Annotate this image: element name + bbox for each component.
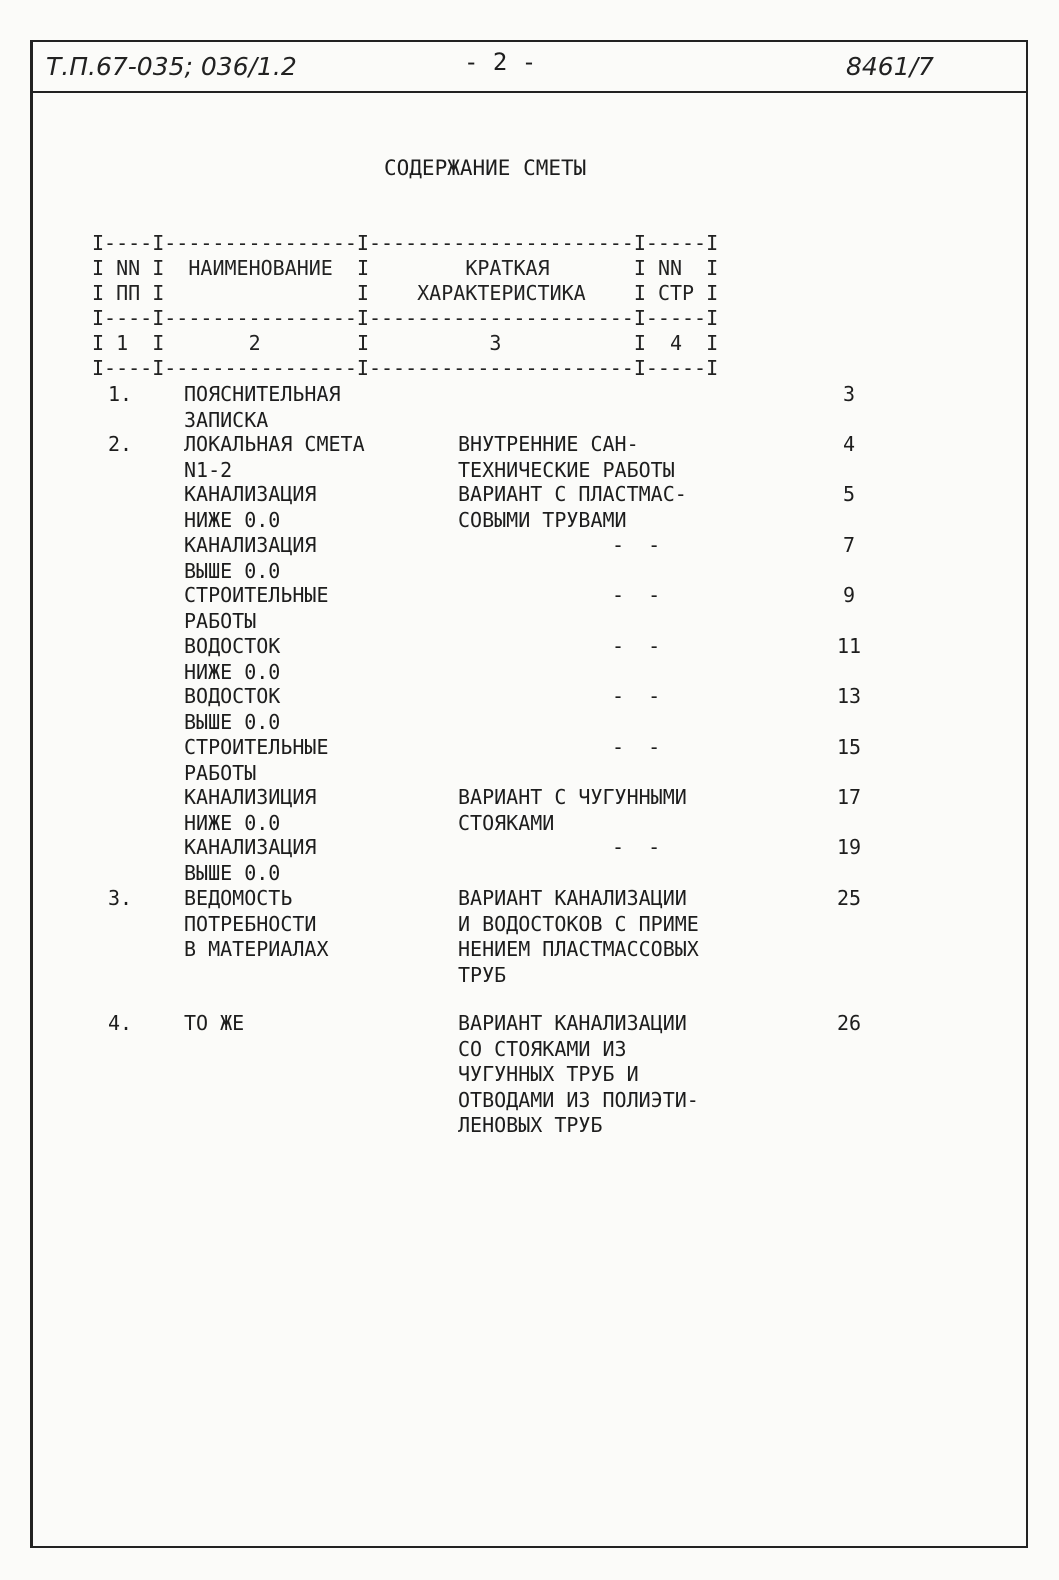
table-header: I----I----------------I----------------------I-----I I NN I НАИМЕНОВАНИЕ I КРАТКАЯ I NN I I ПП I I ХАРАКТЕРИСТИКА I СТР I I----I----------------I----------------------I-----I I 1 I 2 I 3 I 4 I I----I----------------I----------------------I-----I (92, 231, 719, 380)
row-name-line: ВОДОСТОК (184, 634, 281, 658)
row-number: 2. (108, 432, 133, 456)
row-desc-line: ВАРИАНТ С ПЛАСТМАС- (458, 482, 687, 506)
col4-header-line1: NN (657, 256, 683, 280)
row-desc-line: ЛЕНОВЫХ ТРУБ (458, 1113, 603, 1138)
header-divider (30, 91, 1028, 93)
row-number: 1. (108, 382, 133, 406)
row-desc-ditto: - - (612, 583, 661, 607)
col2-number: 2 (248, 331, 261, 355)
row-page-number: 19 (836, 835, 862, 859)
row-name-line: СТРОИТЕЛЬНЫЕ (184, 583, 329, 607)
col3-number: 3 (489, 331, 502, 355)
row-desc-line: И ВОДОСТОКОВ С ПРИМЕ (458, 911, 699, 936)
row-name-line: КАНАЛИЗАЦИЯ (184, 533, 317, 557)
row-name-line: НИЖЕ 0.0 (184, 507, 281, 532)
row-name-line: ВОДОСТОК (184, 684, 281, 708)
row-page-number: 4 (842, 432, 856, 456)
row-page-number: 11 (836, 634, 862, 658)
col3-header-line1: КРАТКАЯ (465, 256, 550, 280)
col1-header-line1: NN (116, 256, 141, 280)
col3-header-line2: ХАРАКТЕРИСТИКА (417, 281, 586, 305)
row-name-line: РАБОТЫ (184, 760, 257, 785)
row-name-line: ВЫШЕ 0.0 (184, 860, 281, 885)
row-name-line: ТО ЖЕ (184, 1011, 245, 1035)
row-name-line: ЛОКАЛЬНАЯ СМЕТА (184, 432, 365, 456)
row-page-number: 5 (842, 482, 856, 506)
row-desc-line: ЧУГУННЫХ ТРУБ И (458, 1062, 639, 1087)
row-page-number: 25 (836, 886, 862, 910)
row-name-line: ВЕДОМОСТЬ (184, 886, 293, 910)
row-name-line: НИЖЕ 0.0 (184, 810, 281, 835)
row-desc-ditto: - - (612, 684, 661, 708)
row-name-line: СТРОИТЕЛЬНЫЕ (184, 735, 329, 759)
row-desc-line: ТЕХНИЧЕСКИЕ РАБОТЫ (458, 457, 675, 482)
row-desc-ditto: - - (612, 634, 661, 658)
row-desc-ditto: - - (612, 835, 661, 859)
row-page-number: 3 (842, 382, 856, 406)
row-page-number: 17 (836, 785, 862, 809)
row-desc-line: СТОЯКАМИ (458, 810, 555, 835)
col1-header-line2: ПП (116, 281, 141, 305)
row-number: 3. (108, 886, 133, 910)
archive-number: 8461/7 (846, 52, 934, 81)
row-desc-ditto: - - (612, 735, 661, 759)
row-page-number: 13 (836, 684, 862, 708)
col4-header-line2: СТР (657, 281, 695, 305)
row-name-line: ПОТРЕБНОСТИ (184, 911, 317, 936)
row-name-line: ЗАПИСКА (184, 407, 269, 432)
row-desc-line: ТРУБ (458, 962, 507, 987)
row-desc-line: ОТВОДАМИ ИЗ ПОЛИЭТИ- (458, 1087, 699, 1112)
row-desc-ditto: - - (612, 533, 661, 557)
row-page-number: 7 (842, 533, 856, 557)
row-page-number: 26 (836, 1011, 862, 1035)
row-page-number: 9 (842, 583, 856, 607)
row-desc-line: СО СТОЯКАМИ ИЗ (458, 1036, 627, 1061)
col1-number: 1 (116, 331, 129, 355)
row-name-line: КАНАЛИЗАЦИЯ (184, 835, 317, 859)
row-page-number: 15 (836, 735, 862, 759)
col2-header: НАИМЕНОВАНИЕ (188, 256, 333, 280)
row-desc-line: НЕНИЕМ ПЛАСТМАССОВЫХ (458, 937, 699, 962)
row-name-line: НИЖЕ 0.0 (184, 659, 281, 684)
row-name-line: КАНАЛИЗИЦИЯ (184, 785, 317, 809)
row-desc-line: СОВЫМИ ТРУВАМИ (458, 507, 627, 532)
row-name-line: РАБОТЫ (184, 608, 257, 633)
row-desc-line: ВНУТРЕННИЕ САН- (458, 432, 639, 456)
row-name-line: КАНАЛИЗАЦИЯ (184, 482, 317, 506)
page-number: - 2 - (464, 48, 537, 76)
row-name-line: ВЫШЕ 0.0 (184, 558, 281, 583)
row-name-line: ВЫШЕ 0.0 (184, 709, 281, 734)
row-name-line: В МАТЕРИАЛАХ (184, 937, 329, 962)
doc-code: Т.П.67-035; 036/1.2 (46, 52, 297, 81)
row-name-line: ПОЯСНИТЕЛЬНАЯ (184, 382, 341, 406)
row-number: 4. (108, 1011, 133, 1035)
row-desc-line: ВАРИАНТ С ЧУГУННЫМИ (458, 785, 687, 809)
row-desc-line: ВАРИАНТ КАНАЛИЗАЦИИ (458, 1011, 687, 1035)
row-desc-line: ВАРИАНТ КАНАЛИЗАЦИИ (458, 886, 687, 910)
row-name-line: N1-2 (184, 457, 233, 482)
col4-number: 4 (670, 331, 683, 355)
page-title: СОДЕРЖАНИЕ СМЕТЫ (384, 156, 587, 180)
